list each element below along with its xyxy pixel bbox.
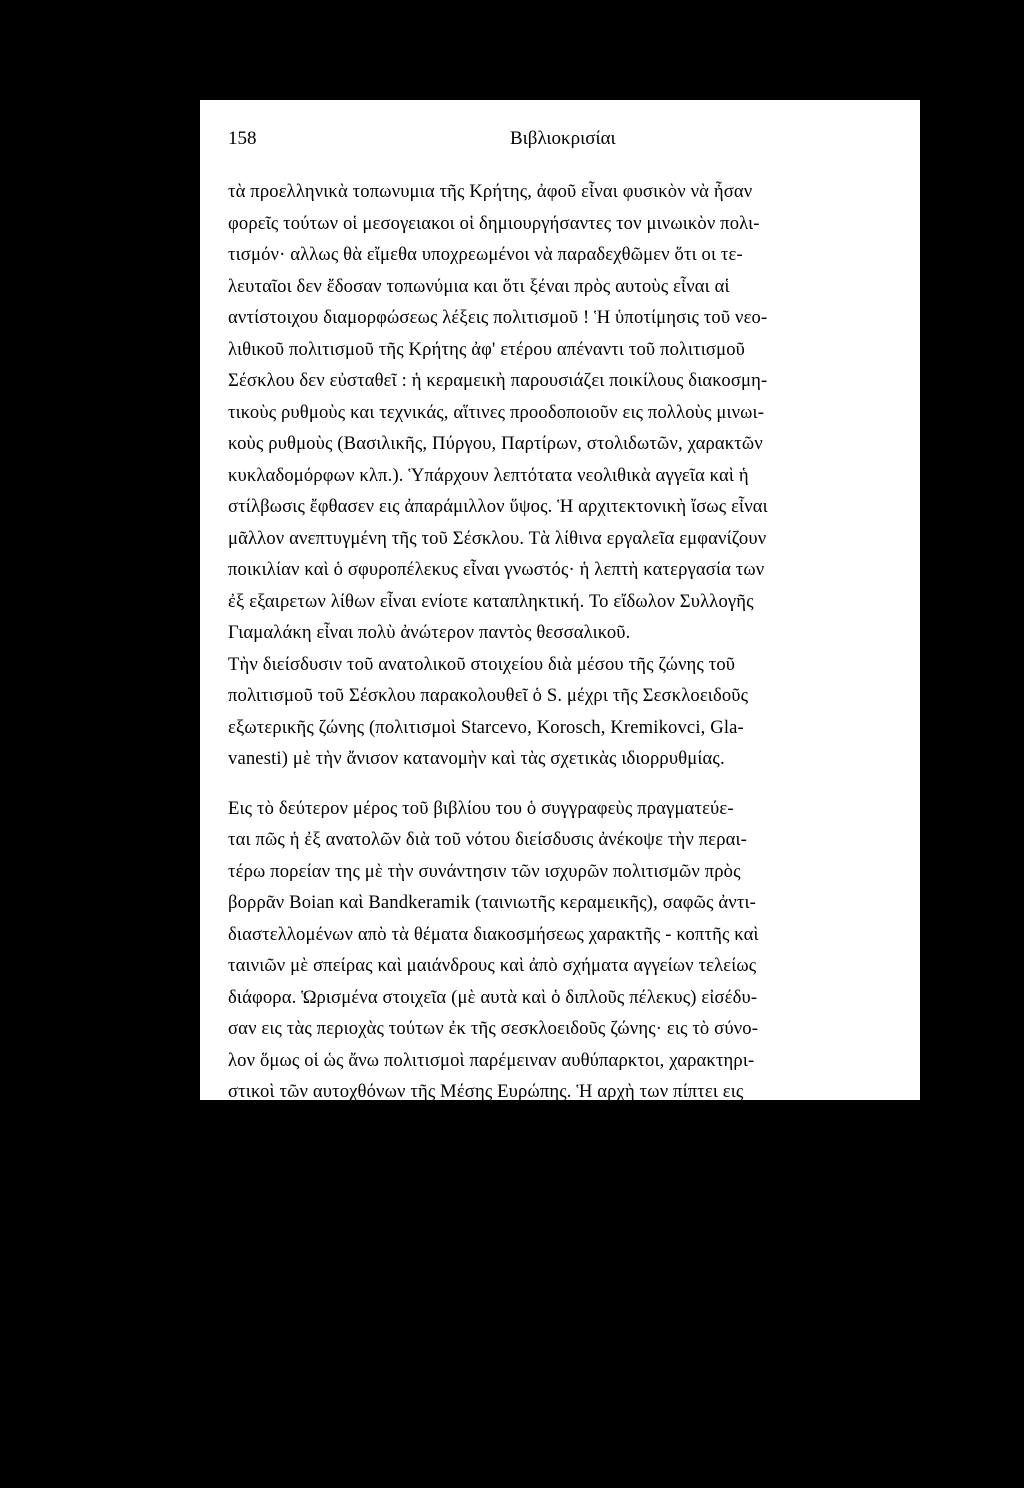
paragraph-gap <box>228 775 888 793</box>
text-line: διάφορα. Ὡρισμένα στοιχεῖα (μὲ αυτὰ καὶ ὁ διπλοῦς πέλεκυς) εἰσέδυ- <box>228 986 758 1008</box>
text-line: ἐξ εξαιρετων λίθων εἶναι ενίοτε καταπληκτική. Το εἴδωλον Συλλογῆς <box>228 590 754 612</box>
paragraph <box>228 793 888 1140</box>
text-line: στικοὶ τῶν αυτοχθόνων τῆς Μέσης Ευρώπης. Ἡ αρχὴ των πίπτει εις <box>228 1081 744 1102</box>
text-line: Τὴν διείσδυσιν τοῦ ανατολικοῦ στοιχείου διὰ μέσου τῆς ζώνης τοῦ <box>228 653 736 675</box>
text-line: λον ὅμως οἱ ὡς ἄνω πολιτισμοὶ παρέμειναν αυθύπαρκτοι, χαρακτηρι- <box>228 1049 755 1071</box>
text-line: Κατὰ τὴν νεωτέραν νεολιθικὴν περίοδον μεταξὺ τῶν περιοχῶν τοῦ <box>228 1144 735 1165</box>
text-line: κυκλαδομόρφων κλπ.). Ὑπάρχουν λεπτότατα νεολιθικὰ αγγεῖα καὶ ἡ <box>228 464 749 486</box>
text-line: ραμεικῆς καὶ ἐδημιούργησεν εἶδος «κοινῆς» ανατολικῆς ταινιωτῆς κε- <box>228 1396 763 1417</box>
page-number: 158 <box>228 128 257 149</box>
text-line: ποικιλίαν καὶ ὁ σφυροπέλεκυς εἶναι γνωστός· ἡ λεπτὴ κατεργασία των <box>228 559 765 580</box>
text-line: νης νέων σχημάτων, ως τῆς ὀπωροδόχης καὶ τοῦ μετὰ κωνικοῦ λαιμοῦ <box>228 1301 764 1323</box>
text-line: ται πῶς ἡ ἐξ ανατολῶν διὰ τοῦ νότου διείσδυσις ἀνέκοψε τὴν περαι- <box>228 829 748 850</box>
text-line: σαν εις τὰς περιοχὰς τούτων ἐκ τῆς σεσκλοειδοῦς ζώνης· εις τὸ σύνο- <box>228 1018 759 1039</box>
page-header <box>228 128 888 158</box>
text-line: μᾶλλον ανεπτυγμένη τῆς τοῦ Σέσκλου. Τὰ λίθινα εργαλεῖα εμφανίζουν <box>228 527 767 549</box>
text-line: vanesti) μὲ τὴν ἄνισον κατανομὴν καὶ τὰς σχετικὰς ιδιορρυθμίας. <box>228 748 725 769</box>
text-line: τὸ τέλος τῆς 5ης χιλιετηρίδος. <box>228 1112 457 1134</box>
text-line: αντίστοιχου διαμορφώσεως λέξεις πολιτισμοῦ ! Ἡ ὑποτίμησις τοῦ νεο- <box>228 307 768 328</box>
text-line: τισμόν· αλλως θὰ εἴμεθα υποχρεωμένοι νὰ παραδεχθῶμεν ὅτι οι τε- <box>228 244 743 265</box>
text-line: σπείρας καὶ τῆς συστροφῆς, ἡ οποία μετέβαλε τὴν ἐμφάνισιν τῆς κε- <box>228 1364 750 1386</box>
text-line: βορρᾶν Boian καὶ Bandkeramik (ταινιωτῆς κεραμεικῆς), σαφῶς ἀντι- <box>228 892 756 913</box>
body-text <box>228 176 888 1423</box>
text-line: ταινιῶν μὲ σπείρας καὶ μαιάνδρους καὶ ἀπὸ σχήματα αγγείων τελείως <box>228 955 757 976</box>
text-line: λιθικοῦ πολιτισμοῦ τῆς Κρήτης ἀφ' ετέρου απέναντι τοῦ πολιτισμοῦ <box>228 338 746 360</box>
text-line: φέρουσα ἡ εἴσοδος εις τὴν περιοχὴν τῆς εξωτερικῆς Σεσκλοειδοῦς ζώ- <box>228 1270 765 1291</box>
text-line: λευταῖοι δεν ἔδοσαν τοπωνύμια και ὅτι ξέναι πρὸς αυτοὺς εἶναι αἱ <box>228 275 730 297</box>
running-head: Βιβλιοκρισίαι <box>510 128 616 149</box>
text-line: καὶ μὲ δυναμικώτερον περιεχόμενον. Ἰδίως παρουσιάζεται ως ενδια- <box>228 1238 749 1260</box>
text-line: Δουνάβεως γίνεται ολόκληρος σειρὰ αλληλεπιδράσεων, τὰς ὁποίας ἀνα <box>228 1175 773 1197</box>
paragraph <box>228 176 888 649</box>
paragraph <box>228 1139 888 1423</box>
text-line: τέρω πορείαν της μὲ τὴν συνάντησιν τῶν ισχυρῶν πολιτισμῶν πρὸς <box>228 860 741 882</box>
text-line: στίλβωσις ἔφθασεν εις ἀπαράμιλλον ὕψος. Ἡ αρχιτεκτονικὴ ἴσως εἶναι <box>228 496 768 517</box>
text-line: πολιτισμοῦ τοῦ Σέσκλου παρακολουθεῖ ὁ S. μέχρι τῆς Σεσκλοειδοῦς <box>228 685 749 706</box>
text-line: κοὺς ρυθμοὺς (Βασιλικῆς, Πύργου, Παρτίρων, στολιδωτῶν, χαρακτῶν <box>228 433 763 454</box>
text-line: τὰ προελληνικὰ τοπωνυμια τῆς Κρήτης, ἀφοῦ εἶναι φυσικὸν νὰ ἦσαν <box>228 181 753 202</box>
paragraph <box>228 649 888 775</box>
text-line: διαστελλομένων απὸ τὰ θέματα διακοσμήσεως χαρακτῆς - κοπτῆς καὶ <box>228 923 759 945</box>
text-line: Γιαμαλάκη εἶναι πολὺ ἀνώτερον παντὸς θεσσαλικοῦ. <box>228 622 631 643</box>
text-line: εξωτερικῆς ζώνης (πολιτισμοὶ Starcevo, Korosch, Kremikovci, Gla- <box>228 716 744 738</box>
text-line: φορεῖς τούτων οἱ μεσογειακοι οἱ δημιουργήσαντες τον μινωικὸν πολι- <box>228 212 760 234</box>
text-line: Σέσκλου δεν εὐσταθεῖ : ἡ κεραμεικὴ παρουσιάζει ποικίλους διακοσμη- <box>228 370 768 391</box>
text-line: τικοὺς ρυθμοὺς και τεχνικάς, αἵτινες προοδοποιοῦν εις πολλοὺς μινωι- <box>228 401 765 423</box>
text-line: Εις τὸ δεύτερον μέρος τοῦ βιβλίου του ὁ συγγραφεὺς πραγματεύε- <box>228 797 734 819</box>
text-line: μὲ φουσκωτὴν κοιλίαν δοχείου, καὶ διακοσμήσεων ως τῆς θεούσης <box>228 1333 737 1354</box>
text-line: λύει ὁ συγγραφεύς. Οἱ ρυθμοὶ κεραμεικῆς γίνονται ουτω ποικιλώτεροι <box>228 1207 763 1228</box>
